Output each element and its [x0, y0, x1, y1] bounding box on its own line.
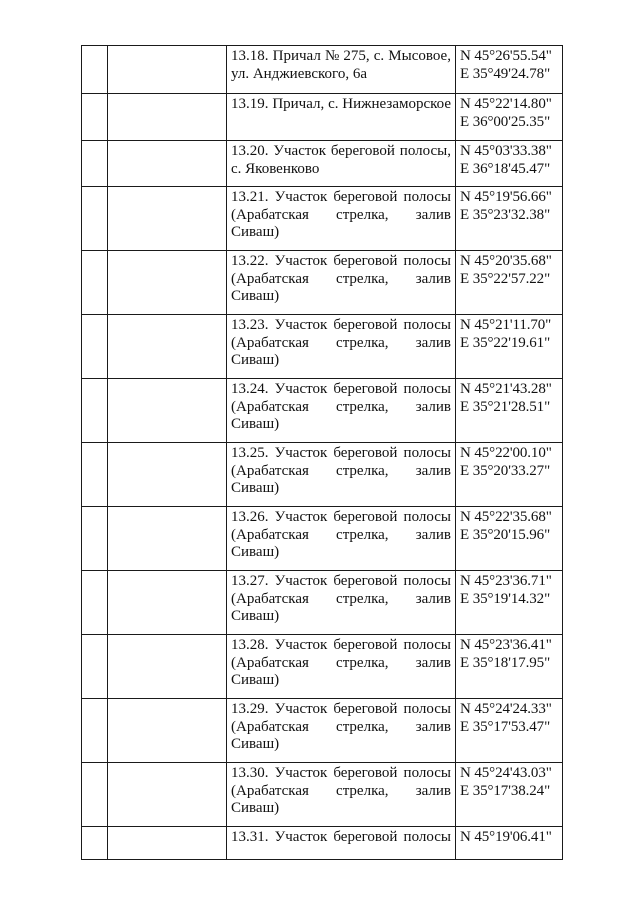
object-name-word: Мысовое, [388, 48, 451, 64]
object-name-word: полосы [403, 445, 451, 461]
object-name-first-line [231, 829, 451, 847]
table-row [82, 251, 563, 315]
object-name-word: береговой [333, 317, 398, 333]
empty-cell-col1 [82, 141, 108, 187]
table-row [82, 141, 563, 187]
object-name-word: полосы [403, 765, 451, 781]
latitude-text: N 45°23'36.41" [460, 637, 552, 653]
table-row [82, 763, 563, 827]
latitude-text: N 45°23'36.71" [460, 573, 552, 589]
object-name-word: 13.21. [231, 189, 269, 205]
object-name-word: Причал, [272, 96, 325, 112]
object-name-continuation: с. Яковенково [231, 160, 320, 177]
object-name-word: № [324, 48, 340, 64]
object-name-cell [227, 94, 456, 141]
object-name-word: 13.19. [231, 96, 269, 112]
object-name-first-line [231, 765, 451, 783]
table-row [82, 315, 563, 379]
object-name-word: Участок [274, 253, 328, 269]
object-name-word: 13.30. [231, 765, 269, 781]
object-name-first-line [231, 509, 451, 527]
object-name-word: 13.23. [231, 317, 269, 333]
object-name-cell [227, 763, 456, 827]
empty-cell-col1 [82, 763, 108, 827]
object-name-word: Участок [274, 445, 328, 461]
object-name-continuation: (Арабатская стрелка, залив Сиваш) [231, 718, 451, 752]
longitude-text: E 35°22'57.22" [460, 270, 551, 287]
empty-cell-col1 [82, 571, 108, 635]
empty-cell-col1 [82, 699, 108, 763]
latitude-text: N 45°21'11.70" [460, 317, 552, 333]
empty-cell-col1 [82, 635, 108, 699]
latitude-text: N 45°22'14.80" [460, 96, 552, 112]
empty-cell-col1 [82, 187, 108, 251]
object-name-word: береговой [333, 509, 398, 525]
object-name-first-line [231, 48, 451, 66]
object-name-cell [227, 571, 456, 635]
object-name-word: 13.22. [231, 253, 269, 269]
latitude-text: N 45°26'55.54" [460, 48, 552, 64]
object-name-word: 13.31. [231, 829, 269, 845]
latitude-text: N 45°19'56.66" [460, 189, 552, 205]
object-name-word: полосы, [399, 143, 451, 159]
object-name-first-line [231, 445, 451, 463]
object-name-cell [227, 443, 456, 507]
object-name-cell [227, 699, 456, 763]
empty-cell-col1 [82, 315, 108, 379]
object-name-word: Участок [274, 381, 328, 397]
empty-cell-col2 [108, 46, 227, 94]
table-row [82, 443, 563, 507]
object-name-word: полосы [403, 829, 451, 845]
object-name-word: береговой [333, 445, 398, 461]
object-name-continuation: (Арабатская стрелка, залив Сиваш) [231, 654, 451, 688]
object-name-word: с. [373, 48, 385, 64]
empty-cell-col2 [108, 827, 227, 860]
object-name-first-line [231, 96, 451, 114]
object-name-continuation: (Арабатская стрелка, залив Сиваш) [231, 334, 451, 368]
empty-cell-col1 [82, 94, 108, 141]
object-name-first-line [231, 381, 451, 399]
table-row [82, 571, 563, 635]
object-name-word: 13.27. [231, 573, 269, 589]
object-name-cell [227, 187, 456, 251]
latitude-text: N 45°24'43.03" [460, 765, 552, 781]
longitude-text: E 35°20'33.27" [460, 462, 551, 479]
object-name-word: 13.18. [231, 48, 269, 64]
object-name-first-line [231, 701, 451, 719]
latitude-text: N 45°20'35.68" [460, 253, 552, 269]
object-name-word: береговой [333, 189, 398, 205]
coordinates-cell [456, 571, 563, 635]
empty-cell-col1 [82, 251, 108, 315]
object-name-continuation: ул. Анджиевского, 6а [231, 65, 367, 82]
object-name-word: 13.25. [231, 445, 269, 461]
longitude-text: E 35°17'38.24" [460, 782, 551, 799]
object-name-continuation: (Арабатская стрелка, залив Сиваш) [231, 206, 451, 240]
empty-cell-col2 [108, 699, 227, 763]
coordinates-cell [456, 187, 563, 251]
object-name-cell [227, 507, 456, 571]
object-name-cell [227, 315, 456, 379]
object-name-word: береговой [333, 829, 398, 845]
coordinates-cell [456, 379, 563, 443]
coordinates-cell [456, 141, 563, 187]
object-name-first-line [231, 253, 451, 271]
object-name-word: береговой [333, 381, 398, 397]
object-name-word: с. [328, 96, 339, 112]
object-name-word: береговой [333, 253, 398, 269]
empty-cell-col1 [82, 46, 108, 94]
object-name-first-line [231, 143, 451, 161]
table-row [82, 507, 563, 571]
empty-cell-col2 [108, 571, 227, 635]
coordinates-cell [456, 251, 563, 315]
object-name-continuation: (Арабатская стрелка, залив Сиваш) [231, 270, 451, 304]
empty-cell-col2 [108, 507, 227, 571]
table-row [82, 187, 563, 251]
table-row [82, 635, 563, 699]
object-name-word: полосы [403, 189, 451, 205]
object-name-word: Участок [274, 637, 328, 653]
object-name-word: полосы [403, 253, 451, 269]
object-name-word: Участок [274, 317, 328, 333]
longitude-text: E 35°49'24.78" [460, 65, 551, 82]
object-name-continuation: (Арабатская стрелка, залив Сиваш) [231, 462, 451, 496]
longitude-text: E 35°21'28.51" [460, 398, 551, 415]
table-row [82, 827, 563, 860]
latitude-text: N 45°22'35.68" [460, 509, 552, 525]
longitude-text: E 35°18'17.95" [460, 654, 551, 671]
object-name-word: береговой [333, 765, 398, 781]
object-name-first-line [231, 317, 451, 335]
latitude-text: N 45°24'24.33" [460, 701, 552, 717]
object-name-word: береговой [333, 573, 398, 589]
object-name-word: полосы [403, 317, 451, 333]
object-name-word: береговой [333, 701, 398, 717]
empty-cell-col1 [82, 443, 108, 507]
object-name-cell [227, 251, 456, 315]
object-name-continuation: (Арабатская стрелка, залив Сиваш) [231, 590, 451, 624]
object-name-word: береговой [333, 637, 398, 653]
coordinates-cell [456, 635, 563, 699]
object-name-word: полосы [403, 637, 451, 653]
empty-cell-col2 [108, 635, 227, 699]
table-row [82, 94, 563, 141]
object-name-word: 13.20. [231, 143, 269, 159]
object-name-continuation: (Арабатская стрелка, залив Сиваш) [231, 398, 451, 432]
empty-cell-col1 [82, 827, 108, 860]
latitude-text: N 45°19'06.41" [460, 829, 552, 845]
object-name-cell [227, 379, 456, 443]
object-name-cell [227, 46, 456, 94]
object-name-word: полосы [403, 573, 451, 589]
object-name-cell [227, 635, 456, 699]
longitude-text: E 35°23'32.38" [460, 206, 551, 223]
object-name-first-line [231, 189, 451, 207]
empty-cell-col2 [108, 379, 227, 443]
object-name-word: 13.28. [231, 637, 269, 653]
coordinates-cell [456, 94, 563, 141]
longitude-text: E 36°18'45.47" [460, 160, 551, 177]
longitude-text: E 35°20'15.96" [460, 526, 551, 543]
object-name-word: 13.24. [231, 381, 269, 397]
object-name-word: Участок [274, 701, 328, 717]
table-row [82, 379, 563, 443]
object-name-continuation: (Арабатская стрелка, залив Сиваш) [231, 782, 451, 816]
empty-cell-col2 [108, 315, 227, 379]
object-name-continuation: (Арабатская стрелка, залив Сиваш) [231, 526, 451, 560]
object-name-word: Участок [274, 189, 328, 205]
object-name-word: 13.29. [231, 701, 269, 717]
coordinates-cell [456, 46, 563, 94]
empty-cell-col2 [108, 443, 227, 507]
object-name-word: 275, [343, 48, 370, 64]
empty-cell-col1 [82, 507, 108, 571]
object-name-word: полосы [403, 381, 451, 397]
object-name-word: полосы [403, 701, 451, 717]
object-name-word: Участок [274, 509, 328, 525]
empty-cell-col2 [108, 763, 227, 827]
longitude-text: E 35°19'14.32" [460, 590, 551, 607]
coordinates-cell [456, 443, 563, 507]
empty-cell-col2 [108, 141, 227, 187]
object-name-word: Участок [274, 829, 328, 845]
longitude-text: E 35°22'19.61" [460, 334, 551, 351]
object-name-cell [227, 827, 456, 860]
longitude-text: E 36°00'25.35" [460, 113, 551, 130]
empty-cell-col2 [108, 94, 227, 141]
coordinates-cell [456, 315, 563, 379]
object-name-word: береговой [330, 143, 395, 159]
object-name-word: полосы [403, 509, 451, 525]
object-name-first-line [231, 637, 451, 655]
object-name-word: Причал [272, 48, 321, 64]
latitude-text: N 45°03'33.38" [460, 143, 552, 159]
table-row [82, 699, 563, 763]
coordinates-cell [456, 827, 563, 860]
latitude-text: N 45°21'43.28" [460, 381, 552, 397]
coordinates-cell [456, 507, 563, 571]
latitude-text: N 45°22'00.10" [460, 445, 552, 461]
object-name-word: Нижнезаморское [342, 96, 451, 112]
coordinates-cell [456, 763, 563, 827]
object-name-word: 13.26. [231, 509, 269, 525]
object-name-word: Участок [273, 143, 326, 159]
coordinates-table [81, 45, 563, 860]
empty-cell-col2 [108, 251, 227, 315]
longitude-text: E 35°17'53.47" [460, 718, 551, 735]
empty-cell-col2 [108, 187, 227, 251]
object-name-first-line [231, 573, 451, 591]
object-name-word: Участок [274, 573, 328, 589]
object-name-cell [227, 141, 456, 187]
coordinates-cell [456, 699, 563, 763]
object-name-word: Участок [274, 765, 328, 781]
empty-cell-col1 [82, 379, 108, 443]
table-row [82, 46, 563, 94]
